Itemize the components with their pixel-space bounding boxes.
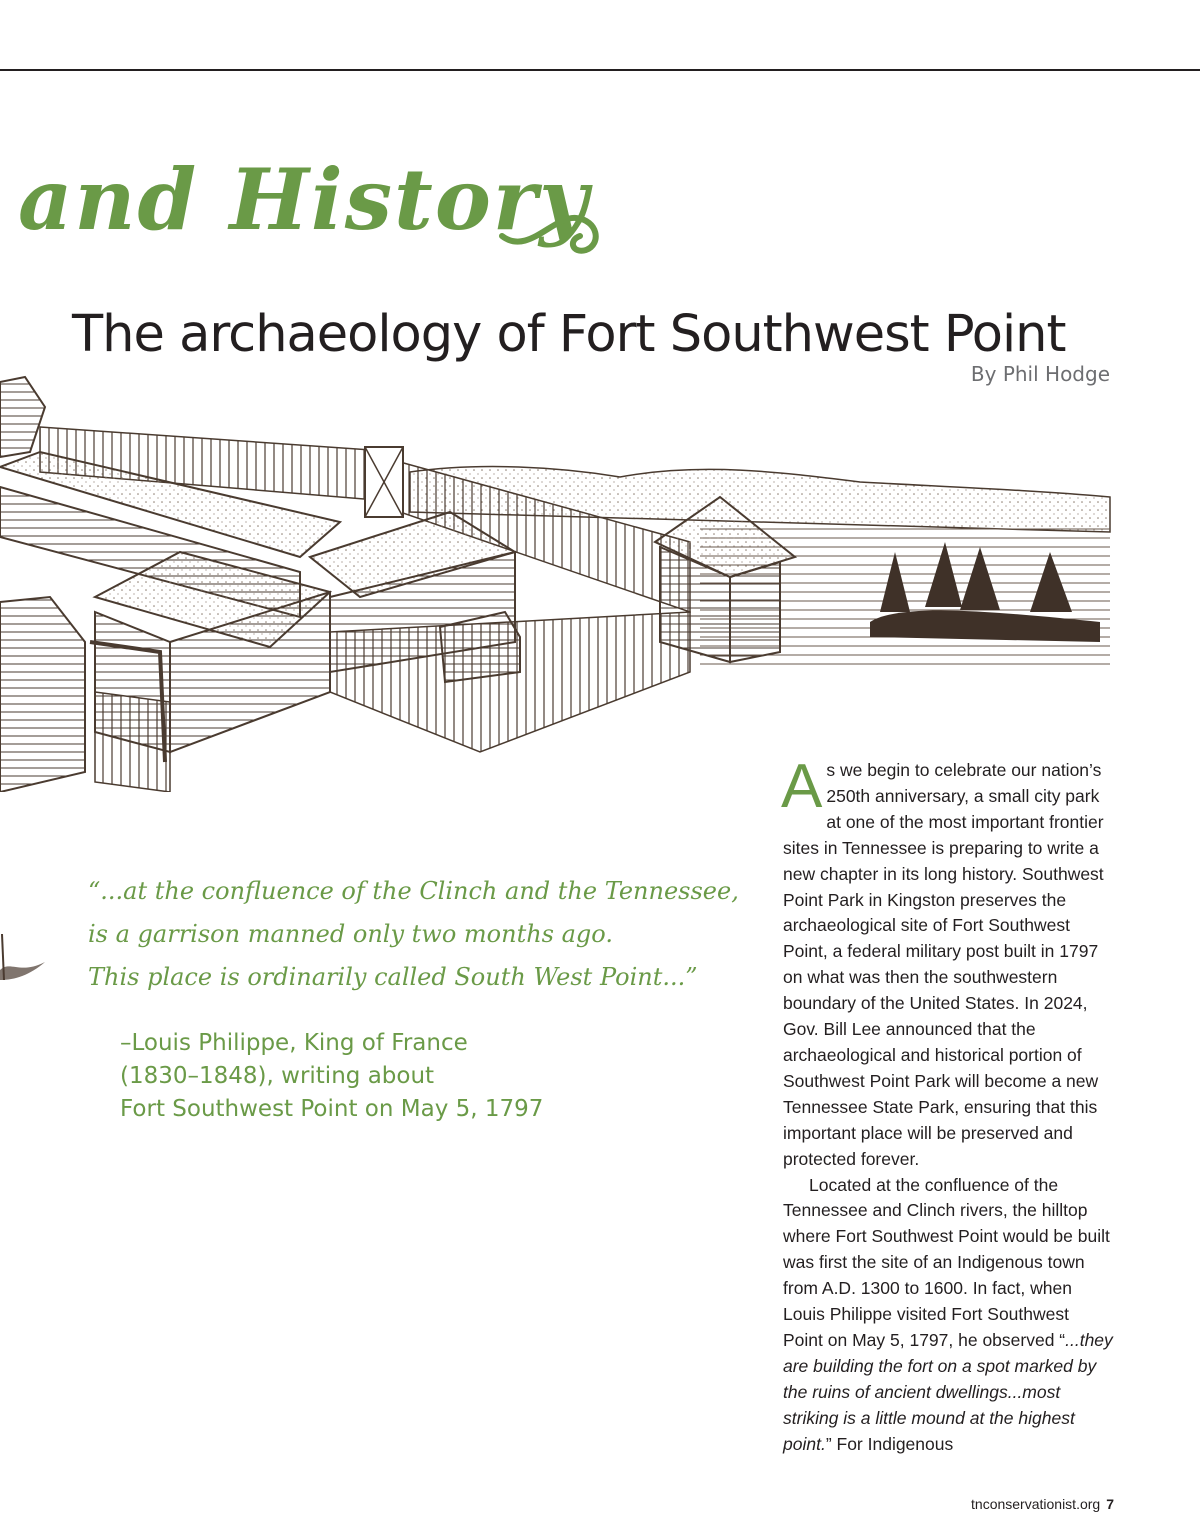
quote-line: This place is ordinarily called South West Point...” — [88, 963, 698, 991]
attribution-line: Fort Southwest Point on May 5, 1797 — [120, 1096, 544, 1122]
title-swash-flourish — [498, 196, 608, 276]
sketch-fragment — [0, 930, 50, 990]
fort-illustration — [0, 372, 1115, 792]
byline: By Phil Hodge — [970, 362, 1110, 386]
paragraph-text: s we begin to celebrate our nation’s 250th anniversary, a small city park at one of the most important frontier sites in Tennessee is preparing to write a new chapter in its long history. Southwest Point Park in Kingston preserves the archaeological site of Fort Southwest Point, a federal military post built in 1797 on what was then the southwestern boundary of the United States. In 2024, Gov. Bill Lee announced that the archaeological and historical portion of Southwest Point Park will become a new Tennessee State Park, ensuring that this important place will be preserved and protected forever. — [783, 760, 1104, 1169]
page-footer — [971, 1496, 1114, 1512]
quote-attribution — [120, 1027, 580, 1126]
drop-cap: A — [781, 752, 823, 821]
left-palisade — [95, 692, 170, 792]
article-paragraph — [781, 752, 1113, 1173]
paragraph-text: ” For Indigenous — [825, 1433, 954, 1454]
footer-site: tnconservationist.org — [971, 1496, 1101, 1512]
italic-quote: ...they are building the fort on a spot marked by the ruins of ancient dwellings...most striking is a little mound at the highest point. — [783, 1329, 1113, 1454]
top-rule — [0, 69, 1200, 71]
page-number: 7 — [1106, 1496, 1114, 1512]
attribution-line: –Louis Philippe, King of France — [120, 1030, 468, 1056]
quote-line: “...at the confluence of the Clinch and the Tennessee, — [88, 877, 739, 905]
article-title: The archaeology of Fort Southwest Point — [72, 305, 1066, 364]
paragraph-text: Located at the confluence of the Tennessee and Clinch rivers, the hilltop where Fort Southwest Point would be built was first the site of an Indigenous town from A.D. 1300 to 1600. In fact, when Louis Philippe visited Fort Southwest Point on May 5, 1797, he observed “ — [783, 1174, 1110, 1350]
quote-line: is a garrison manned only two months ago. — [88, 920, 613, 948]
script-title: and History — [18, 150, 590, 249]
pull-quote — [88, 870, 748, 999]
article-body — [781, 752, 1113, 1457]
right-blockhouse-side — [730, 562, 780, 662]
article-paragraph — [783, 1173, 1113, 1458]
attribution-line: (1830–1848), writing about — [120, 1063, 435, 1089]
left-blockhouse — [0, 377, 45, 457]
left-building — [0, 597, 85, 792]
